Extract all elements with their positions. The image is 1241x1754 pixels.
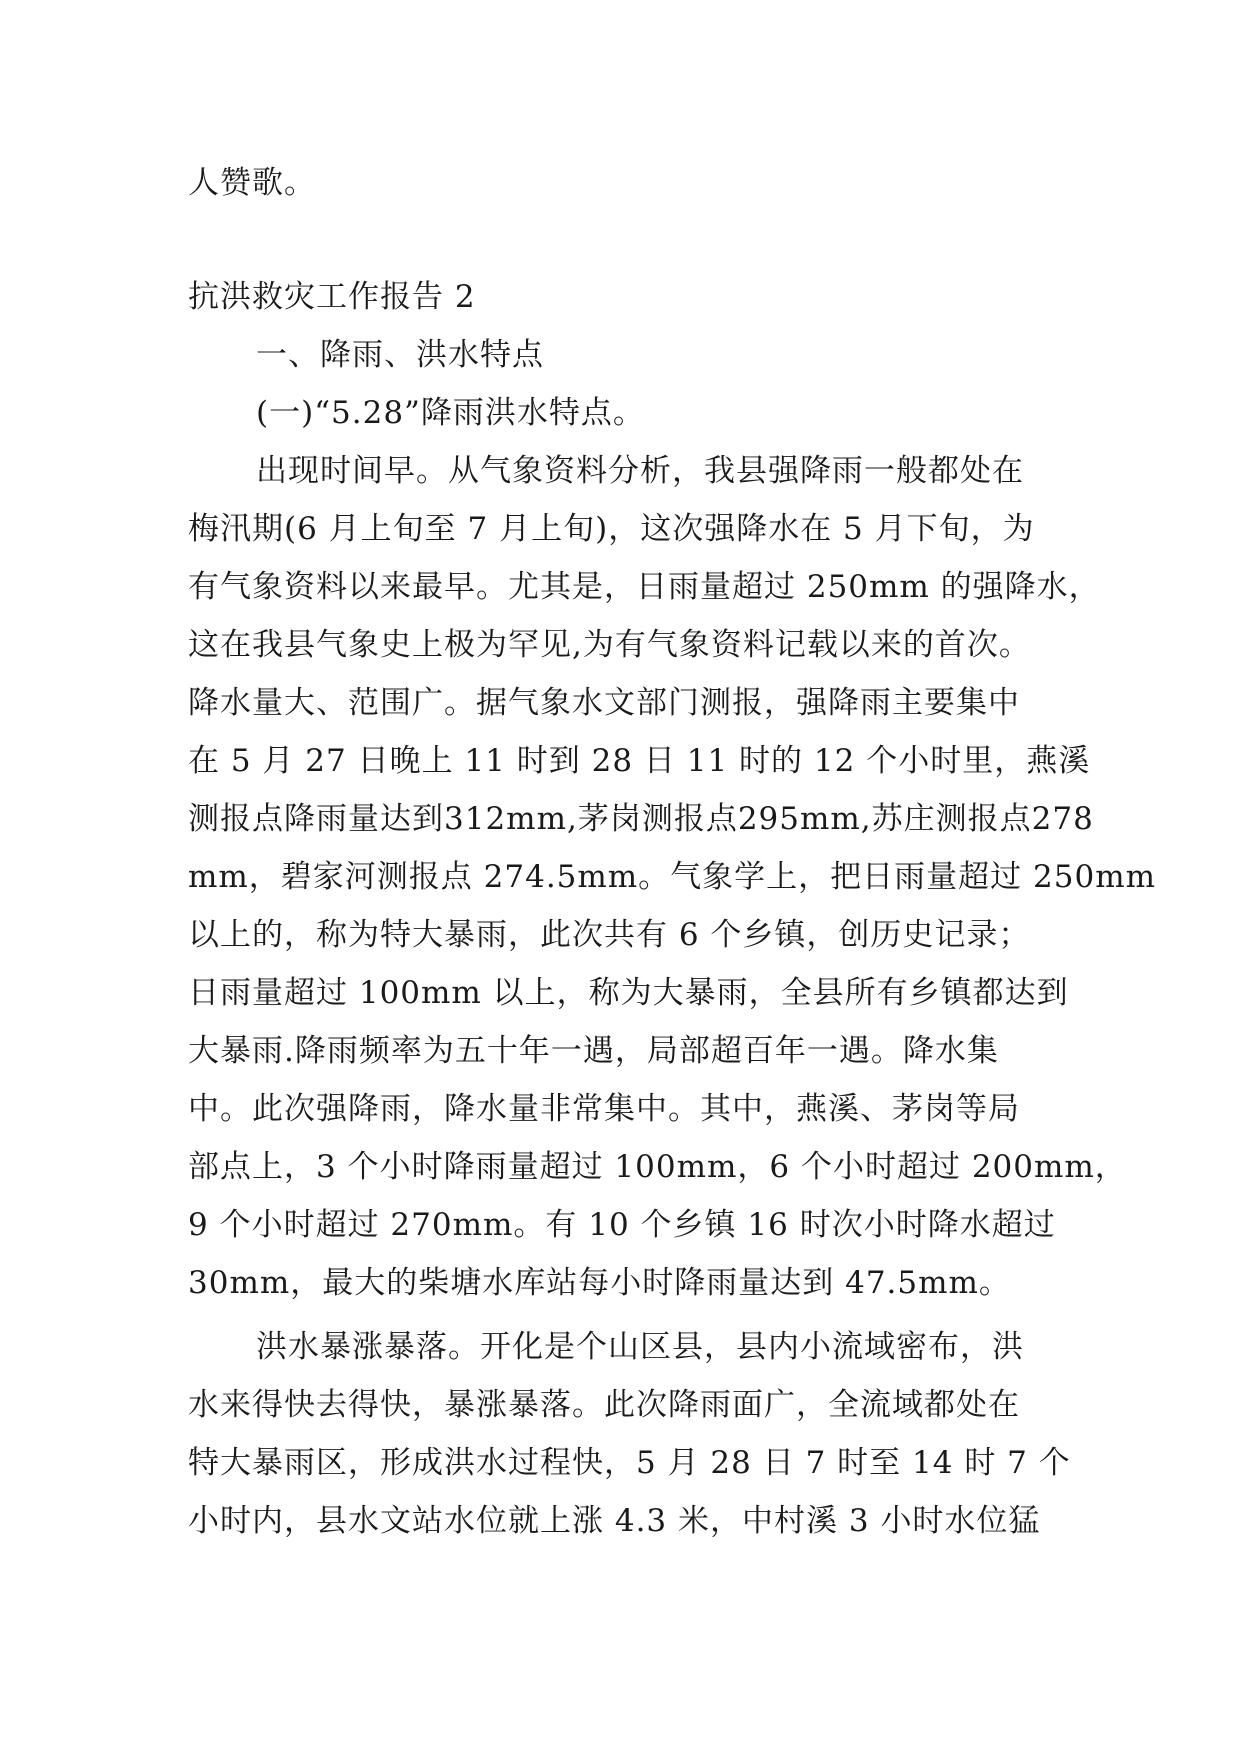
continuation-text: 人赞歌。 (188, 165, 316, 201)
paragraph-line: 降水量大、范围广。据气象水文部门测报，强降雨主要集中 (188, 685, 1020, 721)
paragraph-line: 小时内，县水文站水位就上涨 4.3 米，中村溪 3 小时水位猛 (188, 1503, 1041, 1539)
paragraph-2 (188, 1318, 1071, 1550)
paragraph-line: 水来得快去得快，暴涨暴落。此次降雨面广，全流域都处在 (188, 1387, 1020, 1423)
paragraph-line: 这在我县气象史上极为罕见,为有气象资料记载以来的首次。 (188, 627, 1031, 663)
paragraph-line: 洪水暴涨暴落。开化是个山区县，县内小流域密布，洪 (256, 1329, 1024, 1365)
paragraph-line: 部点上，3 个小时降雨量超过 100mm，6 个小时超过 200mm， (188, 1149, 1127, 1185)
paragraph-line: mm，碧家河测报点 274.5mm。气象学上，把日雨量超过 250mm (188, 859, 1156, 895)
paragraph-line: 30mm，最大的柴塘水库站每小时降雨量达到 47.5mm。 (188, 1265, 1011, 1301)
paragraph-line: 在 5 月 27 日晚上 11 时到 28 日 11 时的 12 个小时里，燕溪 (188, 743, 1091, 779)
paragraph-line: 特大暴雨区，形成洪水过程快，5 月 28 日 7 时至 14 时 7 个 (188, 1445, 1071, 1481)
paragraph-line: 9 个小时超过 270mm。有 10 个乡镇 16 时次小时降水超过 (188, 1207, 1056, 1243)
paragraph-line: 以上的，称为特大暴雨，此次共有 6 个乡镇，创历史记录； (188, 917, 1031, 953)
paragraph-line: 中。此次强降雨，降水量非常集中。其中，燕溪、茅岗等局 (188, 1091, 1020, 1127)
paragraph-1 (188, 442, 1156, 1312)
paragraph-line: 测报点降雨量达到312mm,茅岗测报点295mm,苏庄测报点278 (188, 801, 1094, 837)
paragraph-line: 有气象资料以来最早。尤其是，日雨量超过 250mm 的强降水， (188, 569, 1101, 605)
continuation-block (188, 154, 1058, 212)
report-body (188, 268, 1156, 1550)
paragraph-line: 日雨量超过 100mm 以上，称为大暴雨，全县所有乡镇都达到 (188, 975, 1069, 1011)
paragraph-line: 大暴雨.降雨频率为五十年一遇，局部超百年一遇。降水集 (188, 1033, 999, 1069)
paragraph-line: 梅汛期(6 月上旬至 7 月上旬)，这次强降水在 5 月下旬，为 (188, 511, 1035, 547)
paragraph-line: 出现时间早。从气象资料分析，我县强降雨一般都处在 (256, 453, 1024, 489)
section-heading: 一、降雨、洪水特点 (256, 337, 544, 373)
report-title: 抗洪救灾工作报告 2 (188, 279, 476, 315)
subsection-heading: (一)“5.28”降雨洪水特点。 (256, 395, 645, 431)
